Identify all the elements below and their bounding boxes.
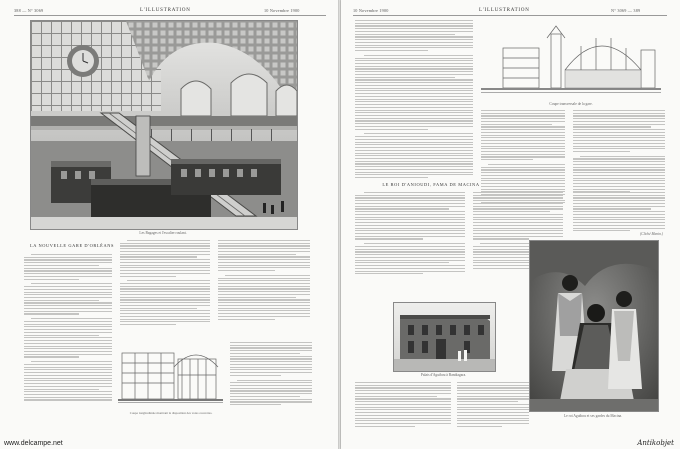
right-mid-column-2	[481, 110, 565, 205]
right-mid-column-3	[573, 110, 665, 194]
left-header-rule	[14, 15, 326, 16]
left-column-2	[120, 240, 210, 327]
station-photo-caption: Les Bagages et l'escalier roulant.	[139, 231, 187, 235]
left-column-1	[24, 254, 112, 402]
left-page-masthead: L'ILLUSTRATION	[140, 8, 191, 13]
right-article-column-1	[355, 192, 465, 276]
right-page	[341, 0, 680, 449]
right-header-rule	[353, 15, 667, 16]
right-page-masthead: L'ILLUSTRATION	[479, 8, 530, 13]
left-article-heading: LA NOUVELLE GARE D'ORLÉANS	[29, 243, 115, 248]
right-page-number: N° 3069 — 389	[611, 8, 641, 13]
king-and-guards-portrait	[529, 240, 659, 412]
article-signature: (Cliché Manin.)	[640, 232, 663, 236]
left-page	[0, 0, 338, 449]
left-page-number: 388 — N° 3069	[14, 8, 44, 13]
right-bottom-column-2	[457, 382, 529, 428]
left-column-3	[218, 240, 310, 321]
left-column-3-lower	[230, 342, 312, 407]
right-page-date: 10 Novembre 1900	[353, 8, 389, 13]
station-interior-photo	[30, 20, 298, 230]
portrait-caption: Le roi Aguibou et ses gardes du Macina.	[563, 414, 623, 418]
station-cross-section-diagram	[118, 345, 223, 407]
delcampe-watermark: www.delcampe.net	[4, 440, 63, 447]
building-elevation-illustration	[481, 20, 661, 100]
bandiagara-palace-photo	[393, 302, 496, 372]
antikobjet-watermark: Antikobjet	[637, 439, 674, 447]
right-article-heading: LE ROI D'ANIOUDI, FAMA DE MACINA	[382, 182, 480, 187]
right-top-column-1	[355, 20, 473, 180]
palace-photo-caption: Palais d'Aguibou à Bandiagara.	[420, 373, 467, 377]
left-page-date: 10 Novembre 1900	[264, 8, 300, 13]
cross-section-caption: Coupe longitudinale montrant la disposition des voies couvertes.	[129, 411, 213, 415]
right-bottom-column-1	[355, 382, 451, 428]
building-elevation-caption: Coupe transversale de la gare.	[549, 102, 593, 106]
right-article-column-3	[573, 192, 665, 233]
